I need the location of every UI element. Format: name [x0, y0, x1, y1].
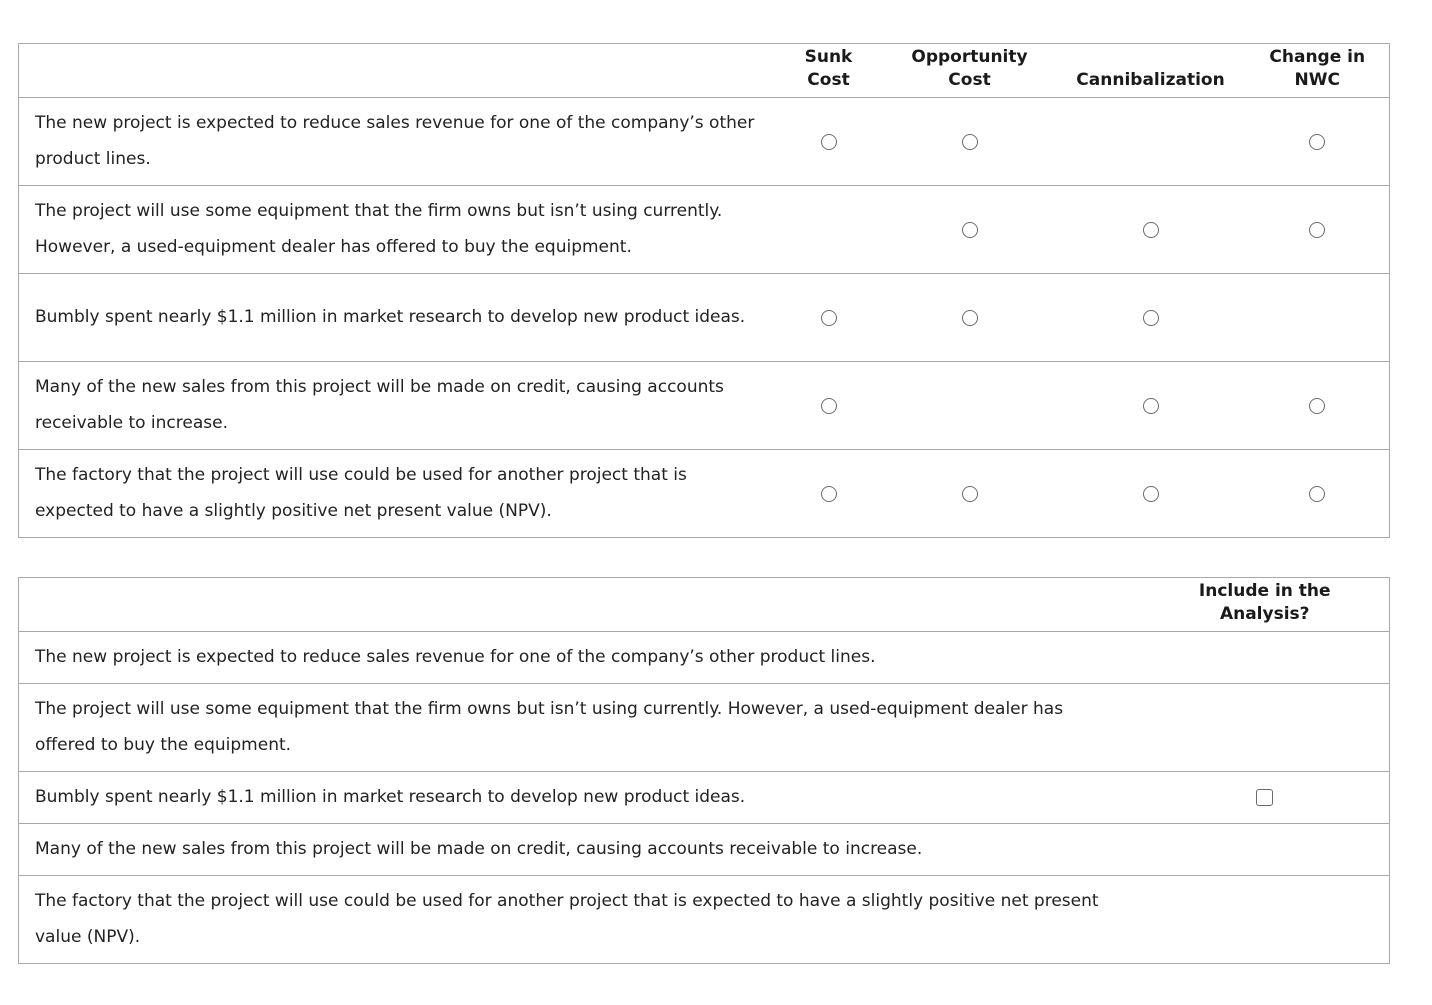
change-in-nwc-cell	[1246, 98, 1390, 186]
opportunity-cost-radio[interactable]	[962, 134, 978, 150]
classification-table	[18, 43, 1390, 538]
cannibalization-cell	[1056, 186, 1246, 274]
statement-cell: The factory that the project will use could be used for another project that is expected to have a slightly positive net present value (NPV).	[35, 890, 1099, 947]
sunk-cost-radio[interactable]	[821, 486, 837, 502]
change-in-nwc-cell	[1246, 362, 1390, 450]
opportunity-cost-cell	[884, 274, 1056, 362]
statement-cell: The project will use some equipment that the firm owns but isn’t using currently. However, a used-equipment dealer has offered to buy the equipment.	[35, 698, 1064, 755]
opportunity-cost-radio[interactable]	[962, 222, 978, 238]
sunk-cost-cell	[774, 450, 884, 538]
change-in-nwc-cell	[1246, 450, 1390, 538]
opportunity-cost-cell	[884, 362, 1056, 450]
include-header-row	[19, 578, 1390, 632]
table-row	[19, 362, 1390, 450]
include-cell	[1141, 632, 1390, 684]
table-row	[19, 450, 1390, 538]
table-row	[19, 824, 1390, 876]
include-in-analysis-column-header: Include in the Analysis?	[1198, 581, 1331, 624]
sunk-cost-cell	[774, 98, 884, 186]
table-row	[19, 632, 1390, 684]
opportunity-cost-radio[interactable]	[962, 310, 978, 326]
include-checkbox[interactable]	[1256, 789, 1273, 806]
opportunity-cost-cell	[884, 450, 1056, 538]
statement-cell: Bumbly spent nearly $1.1 million in market research to develop new product ideas.	[35, 786, 746, 807]
change-in-nwc-column-header: Change in NWC	[1269, 47, 1366, 90]
cannibalization-cell	[1056, 450, 1246, 538]
include-analysis-table	[18, 577, 1390, 964]
sunk-cost-cell	[774, 186, 884, 274]
sunk-cost-radio[interactable]	[821, 134, 837, 150]
classification-header-row	[19, 44, 1390, 98]
change-in-nwc-radio[interactable]	[1309, 486, 1325, 502]
sunk-cost-column-header: Sunk Cost	[804, 47, 853, 90]
change-in-nwc-radio[interactable]	[1309, 134, 1325, 150]
cannibalization-column-header: Cannibalization	[1076, 70, 1225, 90]
statement-cell: The new project is expected to reduce sales revenue for one of the company’s other product lines.	[35, 646, 876, 667]
include-cell	[1141, 824, 1390, 876]
include-cell	[1141, 772, 1390, 824]
include-cell	[1141, 684, 1390, 772]
cannibalization-radio[interactable]	[1143, 222, 1159, 238]
cannibalization-cell	[1056, 98, 1246, 186]
table-row	[19, 772, 1390, 824]
table-row	[19, 98, 1390, 186]
change-in-nwc-cell	[1246, 274, 1390, 362]
opportunity-cost-column-header: Opportunity Cost	[911, 47, 1028, 90]
include-cell	[1141, 876, 1390, 964]
statement-cell: The factory that the project will use could be used for another project that is expected to have a slightly positive net present value (NPV).	[35, 464, 687, 521]
statement-column-header	[19, 578, 1141, 632]
cannibalization-cell	[1056, 274, 1246, 362]
sunk-cost-radio[interactable]	[821, 310, 837, 326]
cannibalization-radio[interactable]	[1143, 310, 1159, 326]
change-in-nwc-radio[interactable]	[1309, 398, 1325, 414]
statement-cell: Many of the new sales from this project will be made on credit, causing accounts receivable to increase.	[35, 376, 724, 433]
cannibalization-radio[interactable]	[1143, 398, 1159, 414]
sunk-cost-radio[interactable]	[821, 398, 837, 414]
statement-cell: Many of the new sales from this project will be made on credit, causing accounts receivable to increase.	[35, 838, 923, 859]
opportunity-cost-cell	[884, 186, 1056, 274]
sunk-cost-cell	[774, 274, 884, 362]
table-row	[19, 274, 1390, 362]
opportunity-cost-cell	[884, 98, 1056, 186]
statement-cell: The new project is expected to reduce sales revenue for one of the company’s other product lines.	[35, 112, 755, 169]
sunk-cost-cell	[774, 362, 884, 450]
change-in-nwc-radio[interactable]	[1309, 222, 1325, 238]
table-row	[19, 684, 1390, 772]
table-row	[19, 876, 1390, 964]
change-in-nwc-cell	[1246, 186, 1390, 274]
cannibalization-cell	[1056, 362, 1246, 450]
statement-column-header	[19, 44, 774, 98]
table-row	[19, 186, 1390, 274]
statement-cell: The project will use some equipment that the firm owns but isn’t using currently. However, a used-equipment dealer has offered to buy the equipment.	[35, 200, 723, 257]
opportunity-cost-radio[interactable]	[962, 486, 978, 502]
cannibalization-radio[interactable]	[1143, 486, 1159, 502]
statement-cell: Bumbly spent nearly $1.1 million in market research to develop new product ideas.	[35, 306, 746, 327]
